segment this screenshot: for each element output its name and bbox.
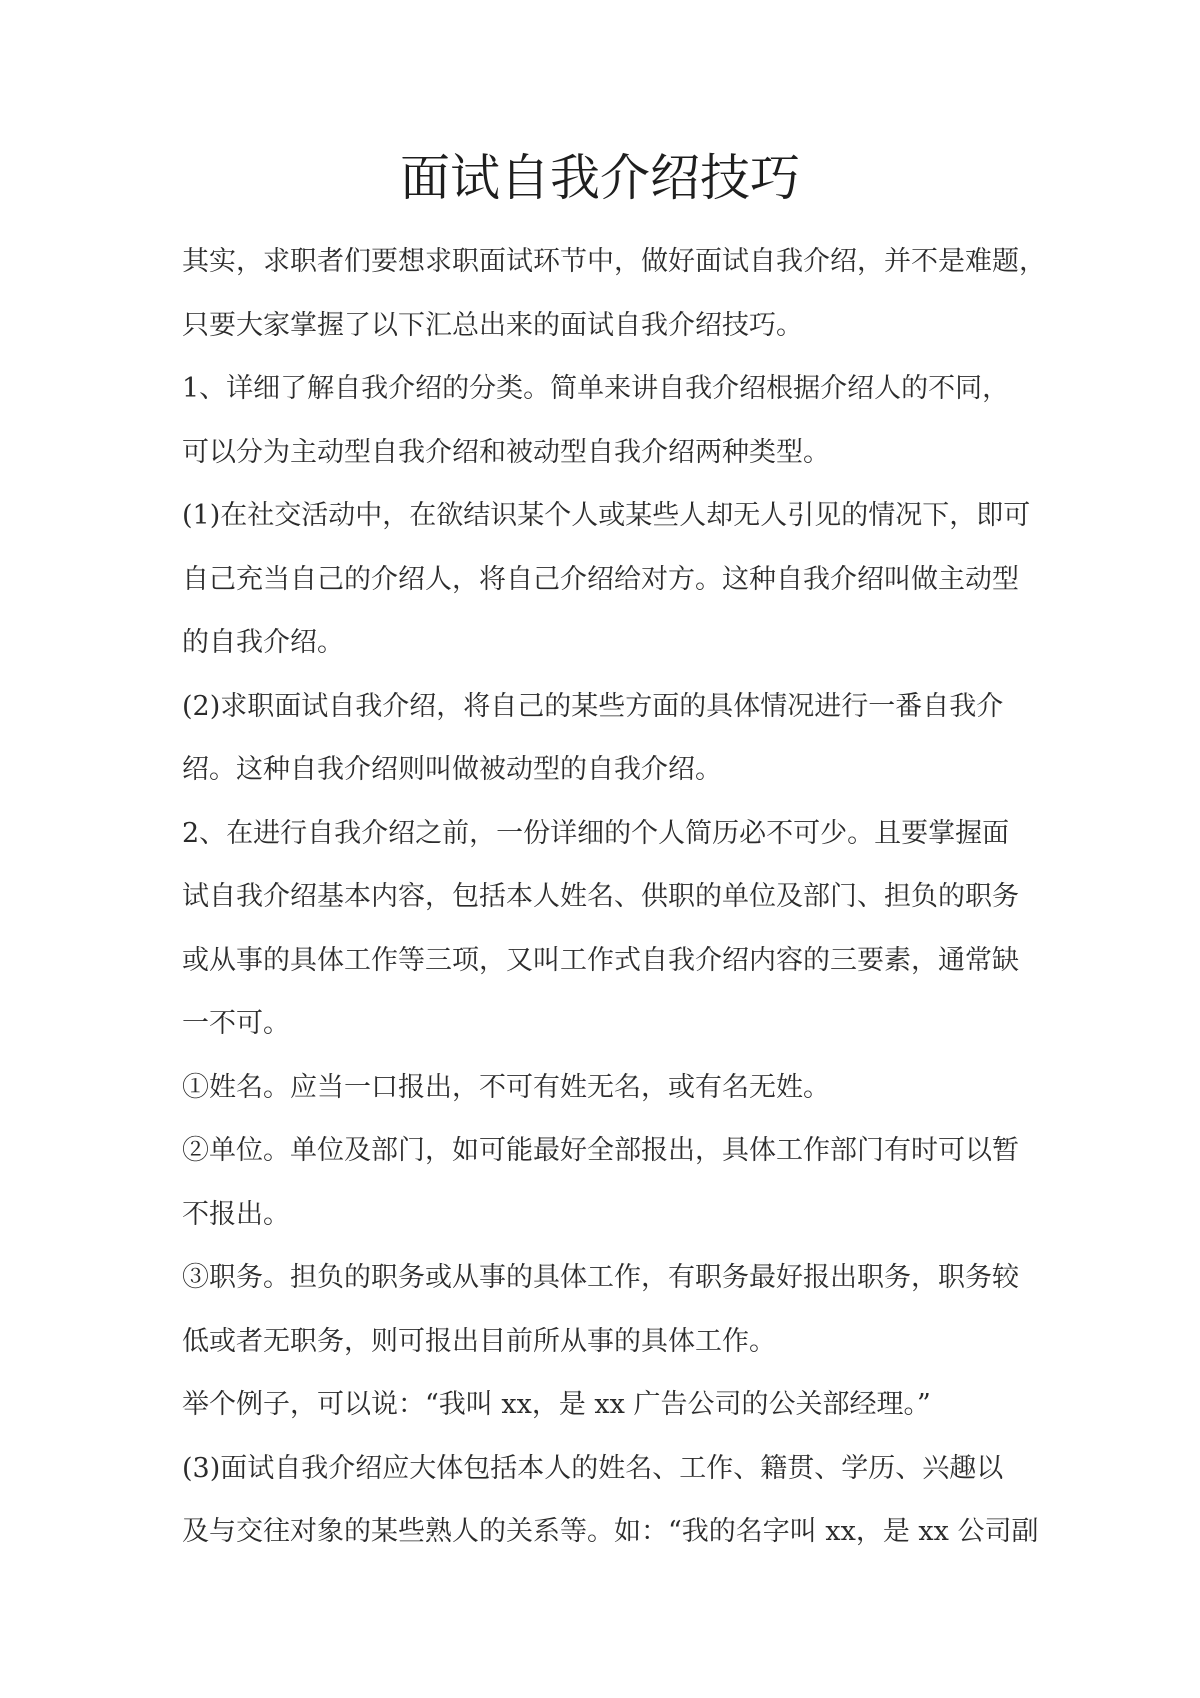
paragraph-line: 绍。这种自我介绍则叫做被动型的自我介绍。 xyxy=(182,754,722,785)
paragraph xyxy=(182,1373,1022,1437)
paragraph xyxy=(182,357,1022,484)
paragraph xyxy=(182,802,1022,1056)
paragraph-line: 可以分为主动型自我介绍和被动型自我介绍两种类型。 xyxy=(182,436,830,468)
paragraph-line: 其实，求职者们要想求职面试环节中，做好面试自我介绍，并不是难题， xyxy=(182,246,1046,277)
paragraph-line: 一不可。 xyxy=(182,1008,290,1039)
paragraph-line: 1、详细了解自我介绍的分类。简单来讲自我介绍根据介绍人的不同， xyxy=(182,373,1010,404)
paragraph xyxy=(182,1246,1022,1373)
document-body xyxy=(182,230,1046,1564)
paragraph-line: ②单位。单位及部门，如可能最好全部报出，具体工作部门有时可以暂 xyxy=(182,1135,1019,1166)
paragraph xyxy=(182,1119,1022,1246)
paragraph-line: 低或者无职务，则可报出目前所从事的具体工作。 xyxy=(182,1325,776,1357)
paragraph xyxy=(182,484,1031,675)
paragraph xyxy=(182,675,1022,802)
paragraph xyxy=(182,1437,1039,1564)
paragraph-line: 或从事的具体工作等三项，又叫工作式自我介绍内容的三要素，通常缺 xyxy=(182,944,1019,976)
document-title: 面试自我介绍技巧 xyxy=(400,149,800,207)
paragraph-line: 试自我介绍基本内容，包括本人姓名、供职的单位及部门、担负的职务 xyxy=(182,881,1019,912)
paragraph-line: (2)求职面试自我介绍，将自己的某些方面的具体情况进行一番自我介 xyxy=(182,690,1004,722)
paragraph-line: 自己充当自己的介绍人，将自己介绍给对方。这种自我介绍叫做主动型 xyxy=(182,563,1019,595)
paragraph xyxy=(182,230,1046,357)
paragraph xyxy=(182,1056,1022,1120)
paragraph-line: 只要大家掌握了以下汇总出来的面试自我介绍技巧。 xyxy=(182,309,803,341)
paragraph-line: ③职务。担负的职务或从事的具体工作，有职务最好报出职务，职务较 xyxy=(182,1262,1019,1293)
paragraph-line: 及与交往对象的某些熟人的关系等。如：“我的名字叫 xx，是 xx 公司副 xyxy=(182,1516,1039,1547)
paragraph-line: 不报出。 xyxy=(182,1198,290,1230)
paragraph-line: 2、在进行自我介绍之前，一份详细的个人简历必不可少。且要掌握面 xyxy=(182,817,1010,849)
paragraph-line: 举个例子，可以说：“我叫 xx，是 xx 广告公司的公关部经理。” xyxy=(182,1389,931,1420)
paragraph-line: (3)面试自我介绍应大体包括本人的姓名、工作、籍贯、学历、兴趣以 xyxy=(182,1452,1004,1484)
paragraph-line: (1)在社交活动中，在欲结识某个人或某些人却无人引见的情况下，即可 xyxy=(182,500,1031,531)
paragraph-line: 的自我介绍。 xyxy=(182,627,344,658)
paragraph-line: ①姓名。应当一口报出，不可有姓无名，或有名无姓。 xyxy=(182,1071,830,1103)
